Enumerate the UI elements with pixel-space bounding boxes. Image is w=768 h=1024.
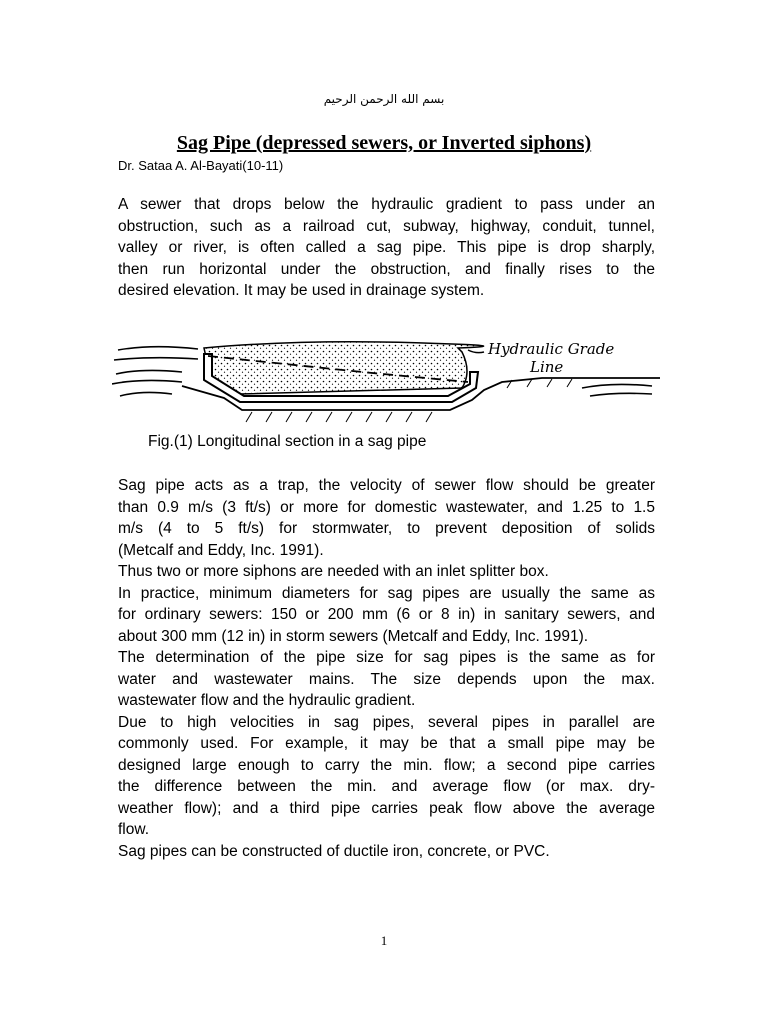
body-line: The determination of the pipe size for sag pipes is the same as for: [118, 649, 655, 666]
body-line: designed large enough to carry the min. flow; a second pipe carries: [118, 756, 655, 774]
sag-pipe-figure: [112, 332, 660, 428]
intro-line: then run horizontal under the obstruction, and finally rises to the: [118, 260, 655, 278]
body-line: (Metcalf and Eddy, Inc. 1991).: [118, 541, 324, 559]
hgl-label-line1: Hydraulic Grade: [488, 340, 615, 358]
body-line: Sag pipes can be constructed of ductile iron, concrete, or PVC.: [118, 842, 550, 860]
author-line: Dr. Sataa A. Al-Bayati(10-11): [118, 158, 284, 173]
page-number: 1: [380, 933, 388, 948]
body-line: Thus two or more siphons are needed with an inlet splitter box.: [118, 563, 549, 580]
figure-caption: Fig.(1) Longitudinal section in a sag pipe: [148, 433, 427, 450]
page-title: Sag Pipe (depressed sewers, or Inverted siphons): [176, 132, 592, 154]
body-line: for ordinary sewers: 150 or 200 mm (6 or 8 in) in sanitary sewers, and: [118, 606, 655, 623]
body-line: than 0.9 m/s (3 ft/s) or more for domestic wastewater, and 1.25 to 1.5: [118, 498, 655, 516]
body-line: commonly used. For example, it may be that a small pipe may be: [118, 735, 655, 752]
intro-paragraph: [118, 194, 655, 302]
label-leader-line: [468, 350, 484, 353]
intro-line: desired elevation. It may be used in drainage system.: [118, 282, 485, 299]
intro-line: obstruction, such as a railroad cut, subway, highway, conduit, tunnel,: [118, 217, 655, 235]
body-line: weather flow); and a third pipe carries peak flow above the average: [118, 799, 655, 817]
body-line: m/s (4 to 5 ft/s) for stormwater, to prevent deposition of solids: [118, 520, 655, 537]
body-line: water and wastewater mains. The size depends upon the max.: [118, 670, 655, 688]
hgl-label-line2: Line: [530, 358, 564, 376]
body-line: Due to high velocities in sag pipes, several pipes in parallel are: [118, 713, 655, 731]
body-paragraph: [118, 475, 655, 862]
obstruction-mound: [204, 342, 484, 394]
body-line: about 300 mm (12 in) in storm sewers (Metcalf and Eddy, Inc. 1991).: [118, 627, 589, 645]
intro-line: valley or river, is often called a sag pipe. This pipe is drop sharply,: [118, 239, 655, 256]
body-line: wastewater flow and the hydraulic gradient.: [118, 692, 416, 709]
body-line: flow.: [118, 821, 150, 838]
body-line: In practice, minimum diameters for sag pipes are usually the same as: [118, 584, 655, 602]
intro-line: A sewer that drops below the hydraulic gradient to pass under an: [118, 196, 655, 213]
body-line: the difference between the min. and average flow (or max. dry-: [118, 778, 655, 795]
basmala-heading: بسم الله الرحمن الرحيم: [323, 92, 445, 106]
body-line: Sag pipe acts as a trap, the velocity of sewer flow should be greater: [118, 477, 655, 494]
